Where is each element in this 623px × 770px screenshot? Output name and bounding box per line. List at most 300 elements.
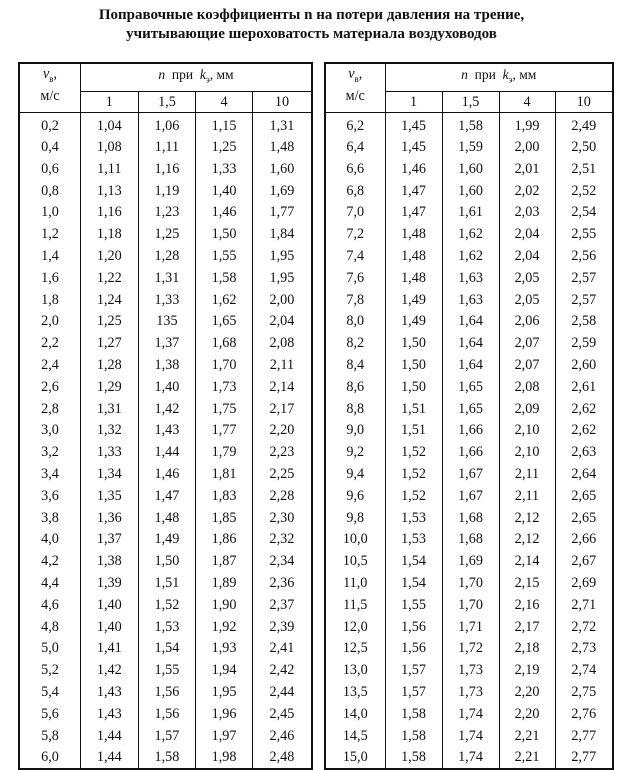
coefficient-cell: 1,60 [442,180,499,202]
coefficient-cell: 1,25 [196,137,253,159]
tables-container [18,62,614,765]
coefficient-cell: 2,59 [555,333,613,355]
coefficient-cell: 2,54 [555,202,613,224]
coefficient-cell: 2,14 [499,551,555,573]
coefficient-cell: 2,17 [499,616,555,638]
velocity-cell: 3,2 [19,442,81,464]
coefficient-cell: 1,49 [138,529,196,551]
coefficient-cell: 1,59 [442,137,499,159]
table-row [19,398,312,420]
coefficient-cell: 1,68 [442,529,499,551]
velocity-cell: 1,6 [19,267,81,289]
coefficient-cell: 1,28 [138,246,196,268]
table-row [19,725,312,747]
coefficient-cell: 1,57 [138,725,196,747]
coefficient-cell: 2,65 [555,485,613,507]
coefficient-cell: 1,98 [196,747,253,769]
coefficient-cell: 1,27 [81,333,139,355]
coefficient-cell: 1,77 [252,202,312,224]
coefficients-table-right [324,62,614,770]
coefficient-cell: 1,71 [442,616,499,638]
table-row [325,638,613,660]
coefficient-cell: 1,25 [81,311,139,333]
velocity-cell: 0,8 [19,180,81,202]
table-row [325,725,613,747]
coefficient-cell: 1,81 [196,464,253,486]
velocity-cell: 12,0 [325,616,385,638]
table-body-left [19,112,312,769]
k-symbol: k [199,67,206,82]
table-row [19,267,312,289]
table-row [19,289,312,311]
coefficient-cell: 1,68 [196,333,253,355]
coefficient-cell: 1,65 [442,398,499,420]
coefficient-cell: 2,20 [499,682,555,704]
coefficient-cell: 1,56 [138,703,196,725]
coefficient-cell: 135 [138,311,196,333]
coefficient-cell: 1,79 [196,442,253,464]
coefficient-cell: 2,00 [499,137,555,159]
coefficient-cell: 2,49 [555,112,613,137]
coefficient-cell: 1,90 [196,594,253,616]
coefficient-cell: 1,73 [196,376,253,398]
coefficient-cell: 1,25 [138,224,196,246]
coefficient-cell: 1,50 [385,376,442,398]
coefficient-cell: 1,40 [81,616,139,638]
k-value-header: 1 [385,91,442,112]
coefficient-cell: 1,52 [385,485,442,507]
coefficient-cell: 1,47 [385,180,442,202]
coefficient-cell: 1,70 [442,594,499,616]
coefficient-cell: 1,61 [442,202,499,224]
coefficient-cell: 1,28 [81,355,139,377]
coefficient-cell: 1,19 [138,180,196,202]
coefficient-cell: 2,34 [252,551,312,573]
table-row [325,703,613,725]
coefficient-cell: 1,42 [81,660,139,682]
coefficient-cell: 1,58 [385,747,442,769]
coefficient-cell: 1,65 [196,311,253,333]
coefficient-cell: 1,58 [196,267,253,289]
coefficient-cell: 2,12 [499,507,555,529]
table-row [19,638,312,660]
coefficient-cell: 2,00 [252,289,312,311]
n-symbol: n [158,67,166,82]
velocity-cell: 14,0 [325,703,385,725]
coefficient-cell: 2,15 [499,573,555,595]
coefficient-cell: 1,40 [138,376,196,398]
velocity-cell: 9,0 [325,420,385,442]
coefficient-cell: 2,12 [499,529,555,551]
coefficient-cell: 2,58 [555,311,613,333]
coefficient-cell: 2,20 [252,420,312,442]
coefficient-cell: 1,47 [385,202,442,224]
coefficient-cell: 2,05 [499,267,555,289]
coefficient-cell: 1,58 [385,703,442,725]
velocity-cell: 0,6 [19,158,81,180]
table-row [19,137,312,159]
coefficient-cell: 1,48 [385,246,442,268]
coefficient-cell: 2,05 [499,289,555,311]
coefficient-cell: 1,41 [81,638,139,660]
velocity-subscript: в [354,73,359,84]
coefficient-cell: 1,43 [81,682,139,704]
coefficient-cell: 1,92 [196,616,253,638]
table-row [325,551,613,573]
coefficient-cell: 1,35 [81,485,139,507]
coefficient-cell: 2,67 [555,551,613,573]
coefficient-cell: 1,54 [138,638,196,660]
coefficient-cell: 1,52 [385,442,442,464]
k-value-header: 4 [196,91,253,112]
velocity-cell: 3,6 [19,485,81,507]
coefficient-cell: 1,52 [385,464,442,486]
coefficient-cell: 2,04 [252,311,312,333]
coefficient-cell: 1,85 [196,507,253,529]
coefficient-cell: 1,50 [385,333,442,355]
coefficient-cell: 1,56 [385,638,442,660]
coefficient-cell: 1,06 [138,112,196,137]
coefficient-cell: 1,99 [499,112,555,137]
coefficient-cell: 2,25 [252,464,312,486]
coefficient-cell: 1,16 [81,202,139,224]
coefficient-cell: 1,56 [138,682,196,704]
coefficient-cell: 2,44 [252,682,312,704]
coefficient-cell: 2,30 [252,507,312,529]
table-row [325,158,613,180]
coefficient-cell: 1,55 [385,594,442,616]
coefficient-cell: 2,48 [252,747,312,769]
coefficient-cell: 1,56 [385,616,442,638]
coefficient-cell: 1,64 [442,333,499,355]
table-row [19,246,312,268]
coefficient-cell: 1,50 [385,355,442,377]
velocity-cell: 4,8 [19,616,81,638]
coefficient-cell: 2,41 [252,638,312,660]
table-row [325,420,613,442]
coefficient-cell: 1,16 [138,158,196,180]
velocity-cell: 2,4 [19,355,81,377]
k-subscript: э [508,74,513,85]
coefficient-cell: 1,63 [442,289,499,311]
table-row [19,376,312,398]
velocity-cell: 13,5 [325,682,385,704]
table-row [19,202,312,224]
coefficient-cell: 2,45 [252,703,312,725]
coefficient-cell: 2,21 [499,747,555,769]
coefficient-cell: 1,45 [385,112,442,137]
velocity-cell: 0,2 [19,112,81,137]
n-at-label: при [474,67,496,82]
coefficient-cell: 1,39 [81,573,139,595]
coefficient-cell: 1,34 [81,464,139,486]
coefficient-cell: 2,08 [252,333,312,355]
coefficient-cell: 1,52 [138,594,196,616]
coefficient-cell: 2,11 [499,464,555,486]
velocity-symbol: v [42,66,50,82]
coefficient-cell: 1,69 [252,180,312,202]
coefficient-cell: 2,04 [499,224,555,246]
coefficient-cell: 1,77 [196,420,253,442]
velocity-cell: 9,6 [325,485,385,507]
coefficient-cell: 1,58 [385,725,442,747]
velocity-cell: 7,6 [325,267,385,289]
n-symbol: n [461,67,468,82]
coefficient-cell: 2,11 [252,355,312,377]
velocity-subscript: в [49,73,54,84]
coefficient-cell: 2,65 [555,507,613,529]
coefficient-cell: 1,31 [81,398,139,420]
table-row [19,682,312,704]
table-row [19,158,312,180]
coefficient-cell: 1,67 [442,464,499,486]
coefficient-cell: 2,52 [555,180,613,202]
coefficient-cell: 1,46 [138,464,196,486]
table-row [325,464,613,486]
velocity-symbol: v [348,66,355,82]
coefficients-table-left [18,62,313,770]
k-value-header: 4 [499,91,555,112]
velocity-cell: 1,0 [19,202,81,224]
coefficient-cell: 2,62 [555,420,613,442]
coefficient-cell: 1,95 [196,682,253,704]
n-header [385,63,613,91]
coefficient-cell: 2,14 [252,376,312,398]
table-row [325,311,613,333]
coefficient-cell: 2,63 [555,442,613,464]
coefficient-cell: 1,70 [196,355,253,377]
coefficient-cell: 2,16 [499,594,555,616]
table-row [19,311,312,333]
coefficient-cell: 1,69 [442,551,499,573]
coefficient-cell: 1,44 [81,747,139,769]
coefficient-cell: 1,64 [442,355,499,377]
k-value-header: 10 [252,91,312,112]
coefficient-cell: 1,53 [138,616,196,638]
table-row [325,747,613,769]
table-row [19,442,312,464]
coefficient-cell: 1,58 [138,747,196,769]
table-row [325,376,613,398]
velocity-cell: 9,2 [325,442,385,464]
page-title [0,6,623,44]
k-value-header: 1,5 [442,91,499,112]
coefficient-cell: 2,02 [499,180,555,202]
coefficient-cell: 1,36 [81,507,139,529]
velocity-cell: 4,4 [19,573,81,595]
coefficient-cell: 1,62 [442,224,499,246]
coefficient-cell: 1,70 [442,573,499,595]
coefficient-cell: 2,36 [252,573,312,595]
velocity-cell: 11,0 [325,573,385,595]
coefficient-cell: 1,20 [81,246,139,268]
coefficient-cell: 1,68 [442,507,499,529]
table-row [19,747,312,769]
coefficient-cell: 2,73 [555,638,613,660]
table-row [325,529,613,551]
coefficient-cell: 1,43 [138,420,196,442]
coefficient-cell: 1,55 [196,246,253,268]
coefficient-cell: 1,13 [81,180,139,202]
table-row [325,202,613,224]
title-line-2: учитывающие шероховатость материала воздуховодов [126,26,497,42]
k-unit: , мм [209,67,234,82]
coefficient-cell: 2,08 [499,376,555,398]
coefficient-cell: 1,15 [196,112,253,137]
title-line-1: Поправочные коэффициенты n на потери давления на трение, [98,7,525,23]
coefficient-cell: 2,28 [252,485,312,507]
velocity-cell: 10,0 [325,529,385,551]
velocity-cell: 0,4 [19,137,81,159]
coefficient-cell: 1,60 [252,158,312,180]
table-row [325,267,613,289]
coefficient-cell: 1,54 [385,573,442,595]
coefficient-cell: 2,46 [252,725,312,747]
coefficient-cell: 1,86 [196,529,253,551]
k-symbol: k [502,67,509,82]
coefficient-cell: 1,37 [138,333,196,355]
coefficient-cell: 1,40 [81,594,139,616]
velocity-cell: 4,0 [19,529,81,551]
coefficient-cell: 1,51 [385,420,442,442]
table-row [19,485,312,507]
coefficient-cell: 2,07 [499,355,555,377]
velocity-cell: 7,4 [325,246,385,268]
velocity-cell: 1,2 [19,224,81,246]
coefficient-cell: 1,11 [138,137,196,159]
table-row [325,112,613,137]
velocity-cell: 5,0 [19,638,81,660]
coefficient-cell: 2,01 [499,158,555,180]
table-row [325,137,613,159]
coefficient-cell: 1,42 [138,398,196,420]
coefficient-cell: 2,75 [555,682,613,704]
coefficient-cell: 2,10 [499,442,555,464]
velocity-cell: 9,4 [325,464,385,486]
coefficient-cell: 1,87 [196,551,253,573]
coefficient-cell: 1,97 [196,725,253,747]
coefficient-cell: 2,39 [252,616,312,638]
coefficient-cell: 1,32 [81,420,139,442]
table-row [325,594,613,616]
table-row [19,355,312,377]
coefficient-cell: 1,53 [385,507,442,529]
coefficient-cell: 2,71 [555,594,613,616]
coefficient-cell: 1,74 [442,747,499,769]
velocity-cell: 12,5 [325,638,385,660]
table-row [19,420,312,442]
coefficient-cell: 1,46 [196,202,253,224]
coefficient-cell: 1,29 [81,376,139,398]
velocity-cell: 8,4 [325,355,385,377]
velocity-cell: 3,8 [19,507,81,529]
velocity-cell: 6,2 [325,112,385,137]
coefficient-cell: 1,04 [81,112,139,137]
velocity-cell: 10,5 [325,551,385,573]
coefficient-cell: 2,04 [499,246,555,268]
velocity-cell: 6,4 [325,137,385,159]
coefficient-cell: 1,38 [81,551,139,573]
table-row [325,224,613,246]
coefficient-cell: 1,66 [442,420,499,442]
coefficient-cell: 1,94 [196,660,253,682]
velocity-cell: 1,8 [19,289,81,311]
velocity-cell: 1,4 [19,246,81,268]
velocity-unit: м/с [40,87,60,104]
k-unit: , мм [512,67,537,82]
velocity-cell: 5,8 [19,725,81,747]
velocity-cell: 15,0 [325,747,385,769]
table-row [325,573,613,595]
coefficient-cell: 1,33 [81,442,139,464]
coefficient-cell: 1,33 [138,289,196,311]
coefficient-cell: 1,96 [196,703,253,725]
table-row [325,682,613,704]
coefficient-cell: 2,74 [555,660,613,682]
coefficient-cell: 1,22 [81,267,139,289]
coefficient-cell: 1,18 [81,224,139,246]
coefficient-cell: 2,77 [555,747,613,769]
coefficient-cell: 2,66 [555,529,613,551]
coefficient-cell: 1,62 [196,289,253,311]
coefficient-cell: 2,64 [555,464,613,486]
coefficient-cell: 2,55 [555,224,613,246]
coefficient-cell: 1,48 [385,267,442,289]
k-subscript: э [205,74,210,85]
coefficient-cell: 2,69 [555,573,613,595]
coefficient-cell: 2,77 [555,725,613,747]
n-at-label: при [171,67,194,82]
coefficient-cell: 2,09 [499,398,555,420]
velocity-cell: 9,8 [325,507,385,529]
coefficient-cell: 2,57 [555,267,613,289]
coefficient-cell: 1,31 [138,267,196,289]
coefficient-cell: 1,33 [196,158,253,180]
table-row [325,333,613,355]
velocity-cell: 6,8 [325,180,385,202]
coefficient-cell: 2,21 [499,725,555,747]
table-row [325,246,613,268]
velocity-header: $v_в$, м/с [325,63,385,112]
coefficient-cell: 1,74 [442,703,499,725]
velocity-cell: 7,8 [325,289,385,311]
table-row [19,507,312,529]
coefficient-cell: 1,65 [442,376,499,398]
coefficient-cell: 1,95 [252,267,312,289]
table-row [19,573,312,595]
coefficient-cell: 2,72 [555,616,613,638]
table-row [19,180,312,202]
coefficient-cell: 1,47 [138,485,196,507]
table-row [19,333,312,355]
coefficient-cell: 1,49 [385,289,442,311]
coefficient-cell: 1,63 [442,267,499,289]
velocity-cell: 5,4 [19,682,81,704]
velocity-cell: 7,2 [325,224,385,246]
table-row [19,660,312,682]
velocity-cell: 11,5 [325,594,385,616]
velocity-cell: 2,8 [19,398,81,420]
coefficient-cell: 2,06 [499,311,555,333]
coefficient-cell: 1,72 [442,638,499,660]
coefficient-cell: 1,57 [385,660,442,682]
table-row [19,616,312,638]
velocity-cell: 8,2 [325,333,385,355]
coefficient-cell: 1,66 [442,442,499,464]
coefficient-cell: 1,50 [138,551,196,573]
k-value-header: 10 [555,91,613,112]
table-row [19,529,312,551]
